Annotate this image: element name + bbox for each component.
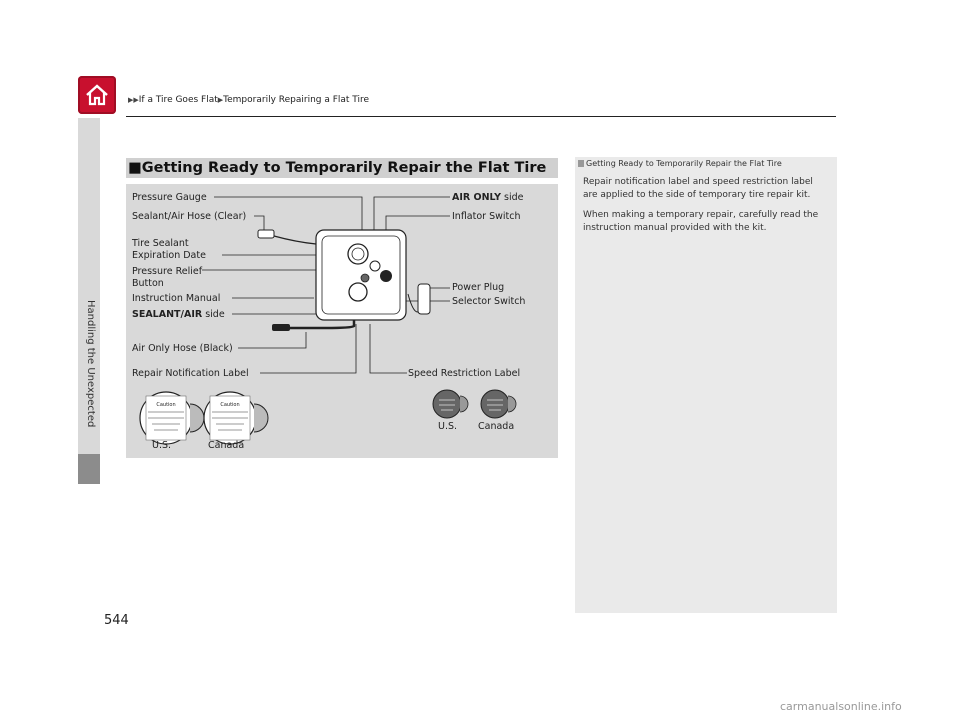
- label-sealant-air-hose: Sealant/Air Hose (Clear): [132, 211, 247, 222]
- label-tire-sealant: Tire Sealant: [132, 238, 189, 249]
- repair-kit-illustration: [126, 184, 558, 458]
- label-selector-switch: Selector Switch: [452, 296, 526, 307]
- note-marker-icon: [578, 160, 584, 167]
- breadcrumb: [128, 95, 369, 105]
- note-body: [583, 176, 829, 242]
- note-paragraph: When making a temporary repair, carefully read the instruction manual provided with the kit.: [583, 210, 819, 233]
- label-side-text: side: [202, 309, 225, 320]
- label-instruction-manual: Instruction Manual: [132, 293, 221, 304]
- home-icon[interactable]: [78, 76, 116, 114]
- label-power-plug: Power Plug: [452, 282, 505, 293]
- label-repair-notification: Repair Notification Label: [132, 368, 249, 379]
- breadcrumb-arrow-icon: ▶: [217, 96, 224, 104]
- section-title-text: Getting Ready to Temporarily Repair the Flat Tire: [141, 160, 547, 176]
- label-canada-repair: Canada: [208, 440, 245, 451]
- breadcrumb-arrow-icon: ▶▶: [128, 96, 139, 104]
- page-number: 544: [104, 613, 129, 628]
- label-speed-restriction: Speed Restriction Label: [408, 368, 521, 379]
- label-pressure-relief-button: Button: [132, 278, 164, 289]
- label-expiration-date: Expiration Date: [132, 250, 206, 261]
- breadcrumb-item[interactable]: Temporarily Repairing a Flat Tire: [223, 95, 370, 105]
- header-divider: [126, 116, 836, 117]
- label-air-only-side: [452, 192, 523, 203]
- label-us-repair: U.S.: [152, 440, 172, 451]
- note-title: Getting Ready to Temporarily Repair the Flat Tire: [586, 159, 782, 168]
- breadcrumb-item[interactable]: If a Tire Goes Flat: [138, 95, 218, 105]
- label-pressure-relief: Pressure Relief: [132, 266, 203, 277]
- label-canada-speed: Canada: [478, 421, 515, 432]
- chapter-tab-marker: [78, 454, 100, 484]
- section-title: [128, 158, 546, 178]
- label-us-speed: U.S.: [438, 421, 458, 432]
- watermark: carmanualsonline.info: [780, 700, 902, 713]
- label-pressure-gauge: Pressure Gauge: [132, 192, 207, 203]
- label-sealant-air-side: [132, 309, 225, 320]
- label-sealant-air-bold: SEALANT/AIR: [132, 309, 203, 320]
- section-marker: ■: [128, 160, 142, 176]
- repair-kit-figure: [126, 184, 558, 458]
- label-inflator-switch: Inflator Switch: [452, 211, 521, 222]
- label-side-text: side: [501, 192, 524, 203]
- note-paragraph: Repair notification label and speed restriction label are applied to the side of temporary tire repair kit.: [583, 177, 813, 200]
- svg-text:Caution: Caution: [156, 402, 176, 408]
- chapter-title: Handling the Unexpected: [85, 300, 96, 428]
- label-air-only-bold: AIR ONLY: [452, 192, 501, 203]
- svg-text:Caution: Caution: [220, 402, 240, 408]
- label-air-only-hose: Air Only Hose (Black): [132, 343, 233, 354]
